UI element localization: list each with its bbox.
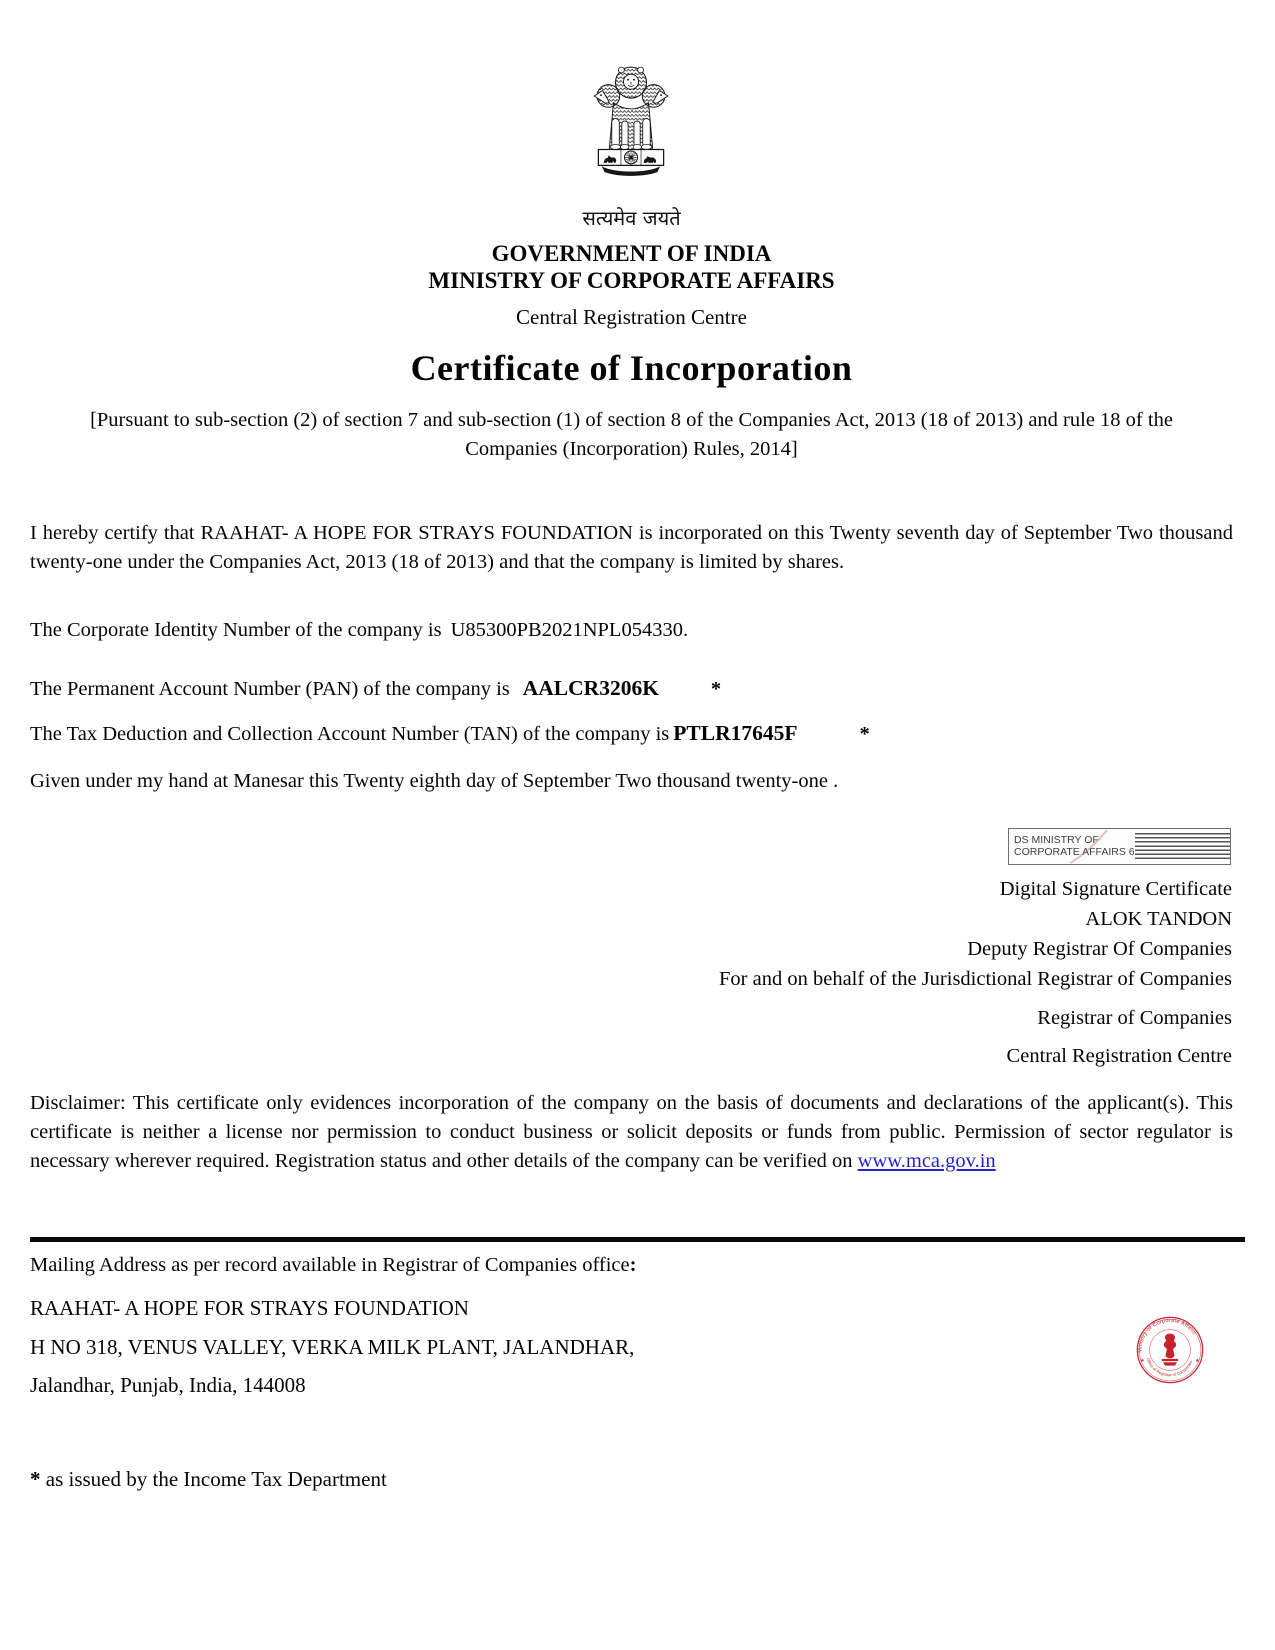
tan-label: The Tax Deduction and Collection Account Number (TAN) of the company is <box>30 723 670 745</box>
tan-line <box>30 721 1233 746</box>
pan-line <box>30 676 1233 701</box>
pan-label: The Permanent Account Number (PAN) of the company is <box>30 678 510 700</box>
pan-value: AALCR3206K <box>522 676 659 700</box>
seal-star-left: ★ <box>1140 1359 1145 1365</box>
pan-asterisk: * <box>710 678 722 700</box>
mailing-company: RAAHAT- A HOPE FOR STRAYS FOUNDATION <box>30 1296 469 1320</box>
pursuant-inner: [Pursuant to sub-section (2) of section 7 and sub-section (1) of section 8 of the Companies Act, 2013 (18 of 2013) and rule 18 of the Companies (Incorporation) Rules, 2014] <box>90 409 1173 460</box>
tan-value: PTLR17645F <box>673 721 798 745</box>
mailing-heading-text: Mailing Address as per record available in Registrar of Companies office <box>30 1254 630 1276</box>
sig-line-signatory-name: ALOK TANDON <box>1085 908 1232 930</box>
signature-block <box>719 874 1232 1071</box>
mailing-heading <box>30 1254 1233 1277</box>
ds-stamp-label <box>1009 835 1135 858</box>
section-divider <box>30 1237 1245 1242</box>
ds-stamp-fineprint <box>1135 833 1231 861</box>
pursuant-text <box>30 406 1233 464</box>
footnote <box>30 1467 1233 1492</box>
seal-pillar-icon <box>1162 1334 1178 1366</box>
sig-line-on-behalf: For and on behalf of the Jurisdictional Registrar of Companies <box>719 968 1232 990</box>
given-line: Given under my hand at Manesar this Twenty eighth day of September Two thousand twenty-one . <box>30 770 839 792</box>
mca-link[interactable]: www.mca.gov.in <box>857 1150 996 1172</box>
sig-line-digital-signature: Digital Signature Certificate <box>999 878 1232 900</box>
sig-line-designation: Deputy Registrar Of Companies <box>967 938 1232 960</box>
cin-value: U85300PB2021NPL054330. <box>450 619 689 641</box>
ministry-line: MINISTRY OF CORPORATE AFFAIRS <box>428 268 835 293</box>
government-line: GOVERNMENT OF INDIA <box>491 241 772 266</box>
national-emblem-icon <box>585 53 677 200</box>
cin-label: The Corporate Identity Number of the company is <box>30 619 442 641</box>
seal-star-right: ★ <box>1195 1359 1200 1365</box>
roc-seal-icon <box>1136 1316 1204 1384</box>
disclaimer-paragraph <box>30 1089 1233 1176</box>
ds-stamp-label-line2: CORPORATE AFFAIRS 6 <box>1014 845 1135 858</box>
seal-top-text: Ministry of Corporate Affairs <box>1137 1318 1198 1353</box>
mailing-address: H NO 318, VENUS VALLEY, VERKA MILK PLANT, JALANDHAR, <box>30 1335 635 1359</box>
footnote-text: as issued by the Income Tax Department <box>45 1467 387 1491</box>
ds-stamp-label-line1: DS MINISTRY OF <box>1014 834 1099 846</box>
tan-asterisk: * <box>859 723 870 745</box>
digital-signature-stamp <box>1008 828 1231 865</box>
mailing-heading-colon: : <box>629 1254 637 1276</box>
cin-line <box>30 619 1233 642</box>
footnote-marker: * <box>30 1467 41 1491</box>
mailing-city: Jalandhar, Punjab, India, 144008 <box>30 1373 306 1397</box>
sig-line-registrar: Registrar of Companies <box>1037 1007 1232 1029</box>
crc-line: Central Registration Centre <box>516 305 747 329</box>
certify-paragraph: I hereby certify that RAAHAT- A HOPE FOR STRAYS FOUNDATION is incorporated on this Twenty seventh day of September Two thousand twenty-one under the Companies Act, 2013 (18 of 2013) and that the company is limited by shares. <box>30 522 1233 573</box>
emblem-caption: सत्यमेव जयते <box>582 206 681 230</box>
disclaimer-text: Disclaimer: This certificate only evidences incorporation of the company on the basis of documents and declarations of the applicant(s). This certificate is neither a license nor permission to conduct business or solicit deposits or funds from public. Permission of sector regulator is necessary wherever required. Registration status and other details of the company can be verified on <box>30 1092 1233 1172</box>
seal-bottom-text: Office of Registrar of Companies <box>1145 1357 1194 1378</box>
certificate-title: Certificate of Incorporation <box>410 348 853 388</box>
sig-line-centre: Central Registration Centre <box>1006 1045 1232 1067</box>
